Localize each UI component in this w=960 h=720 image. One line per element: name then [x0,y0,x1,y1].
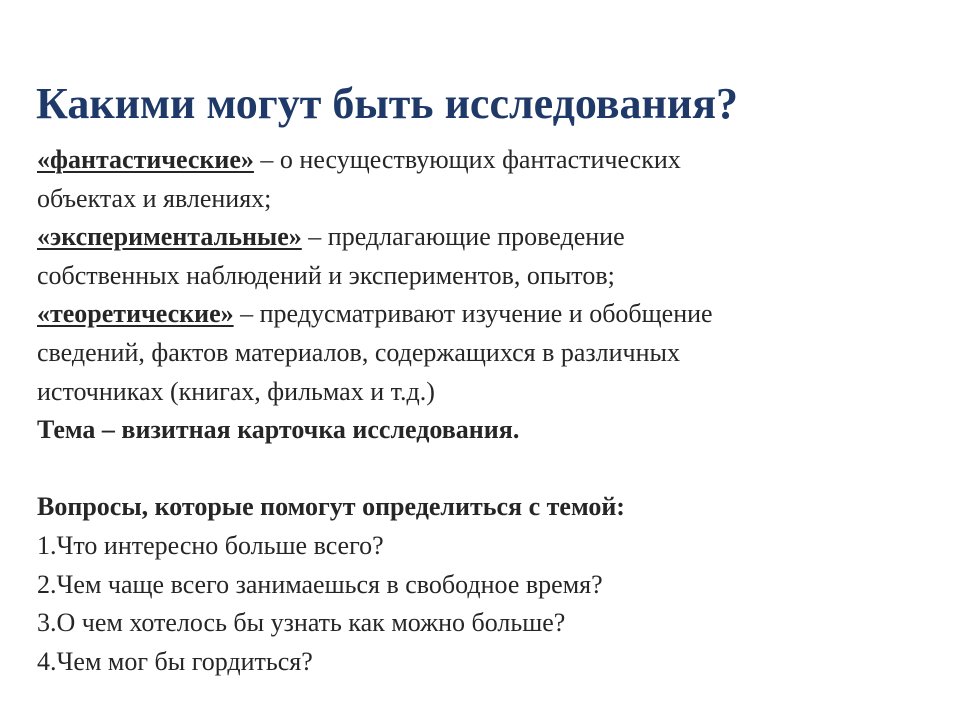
research-type-description: – предусматривают изучение и обобщение [233,299,713,329]
research-type-description-cont: сведений, фактов материалов, содержащихся в различных [37,337,681,367]
research-type-description: – о несуществующих фантастических [253,145,681,174]
questions-heading: Вопросы, которые помогут определиться с темой: [37,492,625,522]
question-item: 3.О чем хотелось бы узнать как можно больше? [37,608,566,638]
question-item: 2.Чем чаще всего занимаешься в свободное время? [37,569,603,599]
research-type-term: «фантастические» [37,145,254,174]
research-type-theoretical [37,295,917,334]
question-item: 1.Что интересно больше всего? [37,530,384,560]
research-type-description-cont: объектах и явлениях; [37,183,272,213]
research-type-term: «теоретические» [37,299,234,329]
research-type-description: – предлагающие проведение [301,222,625,252]
spacer [37,450,917,489]
slide-title: Какими могут быть исследования? [36,79,739,128]
research-type-fantastic [37,141,917,180]
research-type-experimental [37,218,917,257]
topic-statement: Тема – визитная карточка исследования. [37,415,520,445]
research-type-term: «экспериментальные» [37,222,302,252]
slide-body [37,141,917,681]
research-type-description-cont: источниках (книгах, фильмах и т.д.) [37,376,435,406]
question-item: 4.Чем мог бы гордиться? [37,646,313,676]
research-type-description-cont: собственных наблюдений и экспериментов, опытов; [37,260,615,290]
